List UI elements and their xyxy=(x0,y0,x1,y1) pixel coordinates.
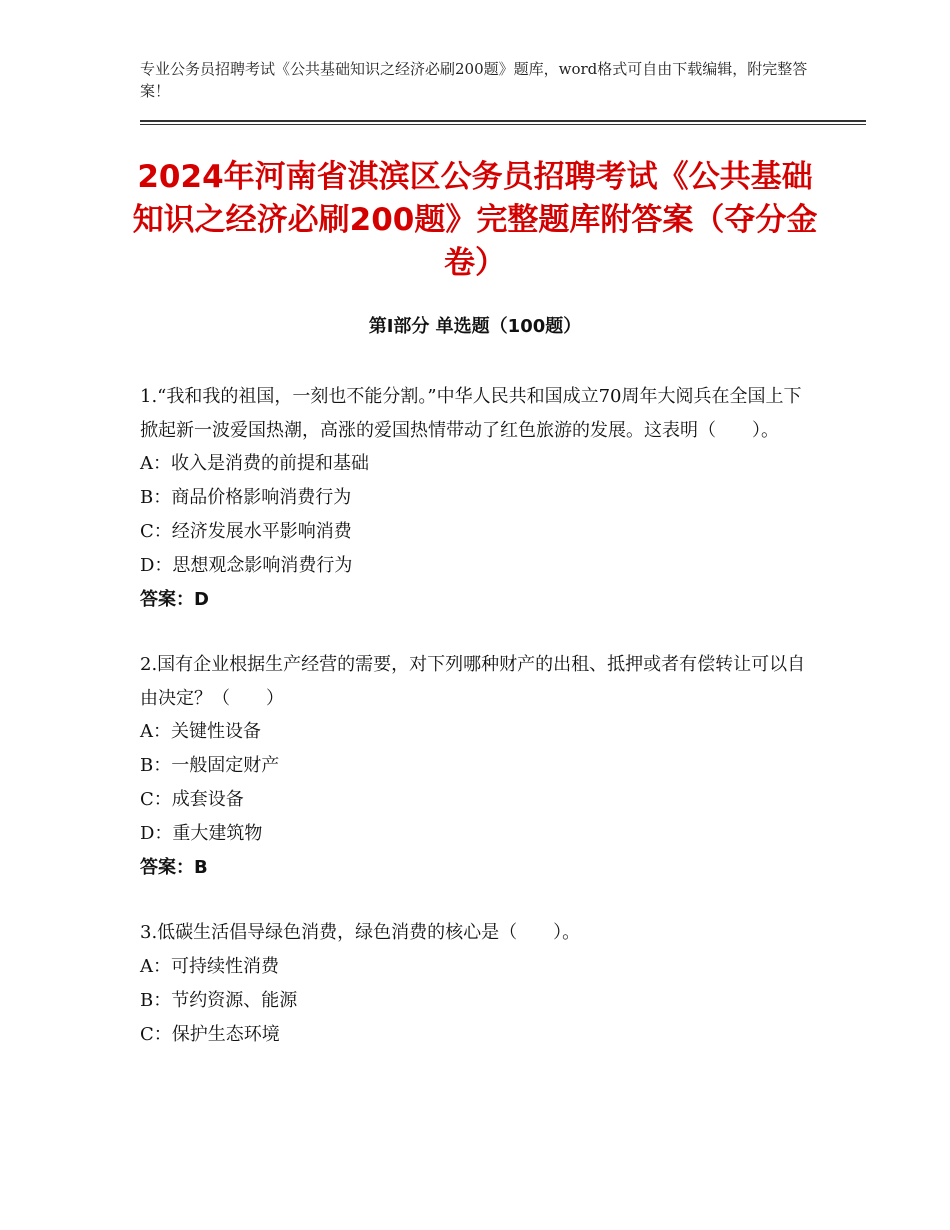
option-b: B：商品价格影响消费行为 xyxy=(140,487,352,508)
option-b: B：节约资源、能源 xyxy=(140,989,298,1011)
header-rule-thin xyxy=(140,124,866,125)
question-stem: 2.国有企业根据生产经营的需要，对下列哪种财产的出租、抵押或者有偿转让可以自由决定？（ ） xyxy=(140,654,806,709)
option-b: B：一般固定财产 xyxy=(140,755,280,776)
option-a: A：关键性设备 xyxy=(140,721,261,742)
header-note: 专业公务员招聘考试《公共基础知识之经济必刷200题》题库，word格式可自由下载编辑，附完整答案！ xyxy=(140,60,808,100)
header-rule xyxy=(140,120,866,122)
section-title: 第I部分 单选题（100题） xyxy=(368,316,582,337)
option-c: C：成套设备 xyxy=(140,789,244,810)
answer: 答案：B xyxy=(140,857,208,878)
option-a: A：收入是消费的前提和基础 xyxy=(140,453,369,474)
option-d: D：思想观念影响消费行为 xyxy=(140,555,353,576)
question-stem: 1.“我和我的祖国，一刻也不能分割。”中华人民共和国成立70周年大阅兵在全国上下掀起新一波爱国热潮，高涨的爱国热情带动了红色旅游的发展。这表明（ ）。 xyxy=(140,386,802,441)
question-list xyxy=(140,380,810,1083)
question-stem: 3.低碳生活倡导绿色消费，绿色消费的核心是（ ）。 xyxy=(140,922,581,943)
question-3 xyxy=(140,916,810,1052)
question-2 xyxy=(140,648,810,885)
option-d: D：重大建筑物 xyxy=(140,823,263,844)
option-a: A：可持续性消费 xyxy=(140,955,279,977)
question-1 xyxy=(140,380,810,617)
answer: 答案：D xyxy=(140,589,209,610)
option-c: C：经济发展水平影响消费 xyxy=(140,521,352,542)
document-title: 2024年河南省淇滨区公务员招聘考试《公共基础知识之经济必刷200题》完整题库附答案（夺分金卷） xyxy=(132,159,818,281)
option-c: C：保护生态环境 xyxy=(140,1023,280,1045)
